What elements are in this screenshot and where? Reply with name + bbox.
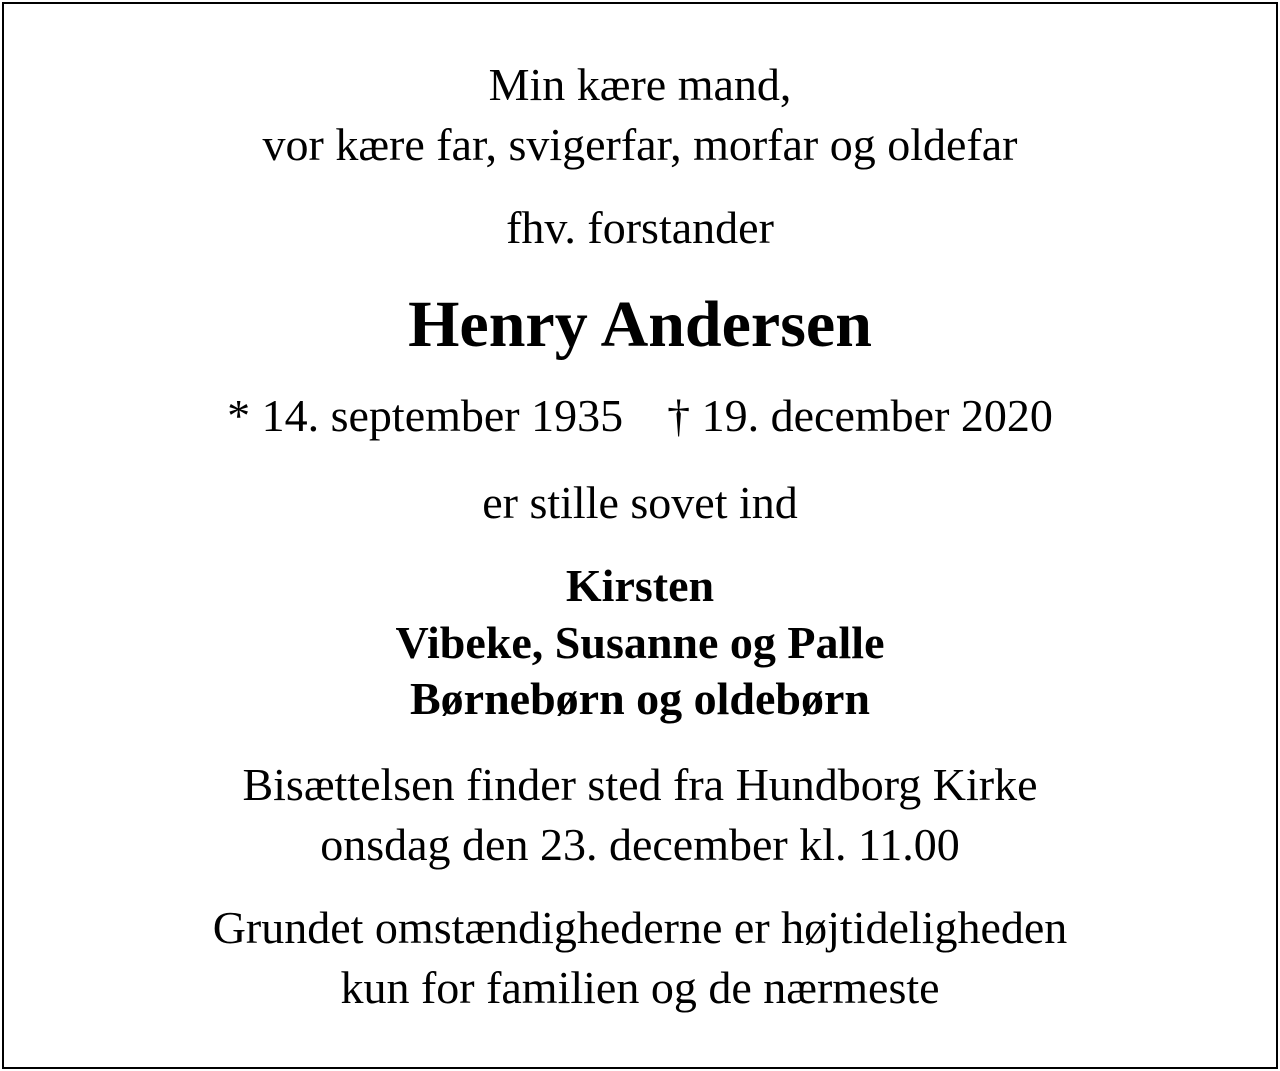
family-line-2: Vibeke, Susanne og Palle <box>395 617 885 668</box>
birth-date: * 14. september 1935 <box>227 390 624 441</box>
deceased-title: fhv. forstander <box>506 202 774 253</box>
passing-text: er stille sovet ind <box>482 477 798 528</box>
deceased-name: Henry Andersen <box>408 288 872 361</box>
note-line-1: Grundet omstændighederne er højtideligheden <box>212 902 1068 953</box>
greeting-line-1: Min kære mand, <box>488 59 792 110</box>
life-dates <box>0 390 1280 441</box>
death-date: † 19. december 2020 <box>667 390 1053 441</box>
note-line-2: kun for familien og de nærmeste <box>340 962 940 1013</box>
funeral-line-2: onsdag den 23. december kl. 11.00 <box>320 819 960 870</box>
funeral-line-1: Bisættelsen finder sted fra Hundborg Kirke <box>242 759 1038 810</box>
greeting-line-2: vor kære far, svigerfar, morfar og oldefar <box>262 119 1018 170</box>
family-line-1: Kirsten <box>565 560 715 611</box>
family-line-3: Børnebørn og oldebørn <box>409 673 871 724</box>
